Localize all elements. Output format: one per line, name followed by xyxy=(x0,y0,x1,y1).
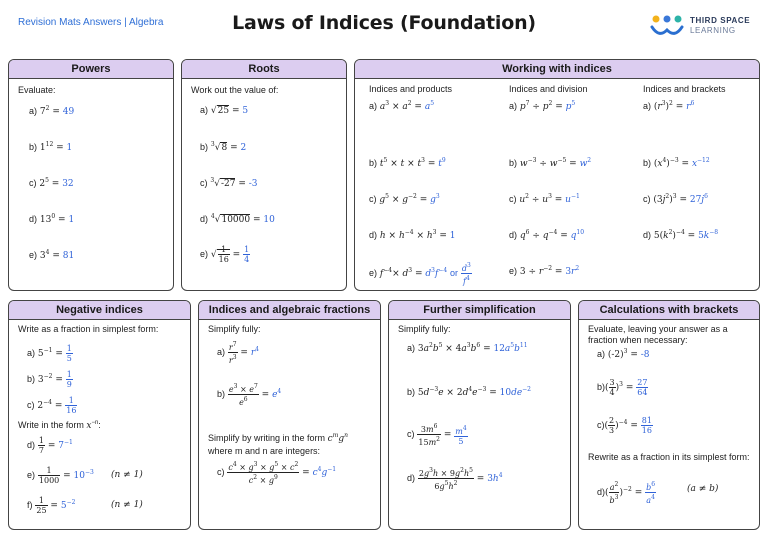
col-title-division: Indices and division xyxy=(509,84,588,94)
division-c: c) $u^2 \div u^3 = u^{-1}$ xyxy=(509,193,580,205)
product-d: d) $h \times h^{-4} \times h^3 = 1$ xyxy=(369,229,456,241)
condition-note-f: (n ≠ 1) xyxy=(111,500,143,510)
division-d: d) $q^6 \div q^{-4} = q^{10}$ xyxy=(509,229,585,241)
question-d: d) $13^0 = 1$ xyxy=(29,213,75,225)
question-e: e) $3^4 = 81$ xyxy=(29,249,75,261)
question-a: a) √25 = 5 xyxy=(200,105,249,116)
panel-title: Negative indices xyxy=(9,301,190,320)
col-title-brackets: Indices and brackets xyxy=(643,84,726,94)
logo-icon xyxy=(650,14,684,38)
question-a: a) $7^2 = 49$ xyxy=(29,105,75,117)
panel-title: Powers xyxy=(9,60,173,79)
question-c: c) $\frac{3m^6}{15m^2}$ = $\frac{m^4}{5}$ xyxy=(407,423,467,447)
question-b: b) $1^{12} = 1$ xyxy=(29,141,73,153)
condition-note-e: (n ≠ 1) xyxy=(111,470,143,480)
panel-further-simplification xyxy=(388,300,571,530)
instruction: Evaluate: xyxy=(18,85,56,95)
instruction: Write as a fraction in simplest form: xyxy=(18,324,159,334)
question-c: c) $^3$√-27 = -3 xyxy=(200,177,258,189)
panel-working-with-indices xyxy=(354,59,760,291)
logo-text xyxy=(690,16,750,36)
question-c: c) $\frac{c^4 \times g^3 \times g^5 \times c^2}{c^2 \times g^9}$ = $c^4g^{-1}$ xyxy=(217,461,337,485)
logo-line2: LEARNING xyxy=(690,26,736,35)
product-c: c) $g^5 \times g^{-2} = g^3$ xyxy=(369,193,440,205)
instruction: Simplify fully: xyxy=(208,324,261,334)
question-f: f) $\frac{1}{25}$ = $5^{-2}$ xyxy=(27,496,76,515)
panel-title: Calculations with brackets xyxy=(579,301,759,320)
question-d: d) $\frac{2g^3h \times 9g^2h^5}{6g^5h^2}$ = $3h^4$ xyxy=(407,467,503,491)
question-b: b) $3^{-2}$ = $\frac{1}{9}$ xyxy=(27,370,72,389)
panel-algebraic-fractions xyxy=(198,300,381,530)
instruction: Evaluate, leaving your answer as a fraction when necessary: xyxy=(588,324,728,345)
division-b: b) $w^{-3} \div w^{-5} = w^2$ xyxy=(509,157,592,169)
question-d: d) $^4$√10000 = 10 xyxy=(200,213,275,225)
question-d: d) $\frac{1}{7}$ = $7^{-1}$ xyxy=(27,436,73,455)
instruction: Work out the value of: xyxy=(191,85,279,95)
question-b: b) $\frac{e^3 \times e^7}{e^6}$ = $e^4$ xyxy=(217,383,282,407)
panel-roots xyxy=(181,59,347,291)
page-title: Laws of Indices (Foundation) xyxy=(232,12,536,34)
panel-calculations-brackets xyxy=(578,300,760,530)
question-e: e) √ $\frac{1}{16}$ = $\frac{1}{4}$ xyxy=(200,245,250,264)
question-b: b) $5d^{-3}e \times 2d^4e^{-3} = 10de^{-2}$ xyxy=(407,386,532,398)
instruction-2: Write in the form $x^{-n}$: xyxy=(18,420,101,431)
question-b: b)( $\frac{3}{4}$ )$^3$ = $\frac{27}{64}$ xyxy=(597,378,648,397)
instruction: Simplify fully: xyxy=(398,324,451,334)
panel-powers xyxy=(8,59,174,291)
brackets-c: c) $(3j^2)^3 = 27j^6$ xyxy=(643,193,708,205)
question-a: a) $3a^2b^5 \times 4a^3b^6 = 12a^5b^{11}$ xyxy=(407,342,528,354)
panel-title: Working with indices xyxy=(355,60,759,79)
question-c: c)( $\frac{2}{3}$ )$^{-4}$ = $\frac{81}{16}$ xyxy=(597,416,652,435)
third-space-logo xyxy=(650,12,760,38)
question-e: e) $\frac{1}{1000}$ = $10^{-3}$ xyxy=(27,466,94,485)
product-e: e) $f^{-4}\times d^3 = d^3f^{-4}$ or $\frac{d^3}{f^4}$ xyxy=(369,262,471,286)
panel-title: Roots xyxy=(182,60,346,79)
instruction-2: Rewrite as a fraction in its simplest form: xyxy=(588,452,750,462)
logo-line1: THIRD SPACE xyxy=(690,16,751,25)
subject-link[interactable]: Revision Mats Answers | Algebra xyxy=(18,17,164,28)
instruction-2: Simplify by writing in the form $c^mg^n$ where m and n are integers: xyxy=(208,432,348,456)
question-b: b) $^3$√8 = 2 xyxy=(200,141,247,153)
brackets-d: d) $5(k^2)^{-4} = 5k^{-8}$ xyxy=(643,229,719,241)
question-a: a) $5^{-1}$ = $\frac{1}{5}$ xyxy=(27,344,72,363)
panel-title: Indices and algebraic fractions xyxy=(199,301,380,320)
panel-negative-indices xyxy=(8,300,191,530)
question-a: a) $\frac{r^7}{r^3}$ = $r^4$ xyxy=(217,341,259,365)
brackets-b: b) $(x^4)^{-3} = x^{-12}$ xyxy=(643,157,710,169)
question-c: c) $2^{-4}$ = $\frac{1}{16}$ xyxy=(27,396,77,415)
brackets-a: a) $(r^3)^2 = r^6$ xyxy=(643,100,695,112)
division-e: e) $3 \div r^{-2} = 3r^2$ xyxy=(509,265,580,277)
division-a: a) $p^7 \div p^2 = p^5$ xyxy=(509,100,576,112)
col-title-products: Indices and products xyxy=(369,84,453,94)
question-a: a) $(-2)^3 = -8$ xyxy=(597,348,650,360)
question-c: c) $2^5 = 32$ xyxy=(29,177,74,189)
panel-title: Further simplification xyxy=(389,301,570,320)
question-d: d)( $\frac{a^2}{b^3}$ )$^{-2}$ = $\frac{b^6}{a^4}$ xyxy=(597,481,656,505)
condition-note: (a ≠ b) xyxy=(687,484,719,494)
product-b: b) $t^5 \times t \times t^3 = t^9$ xyxy=(369,157,446,169)
product-a: a) $a^3 \times a^2 = a^5$ xyxy=(369,100,435,112)
